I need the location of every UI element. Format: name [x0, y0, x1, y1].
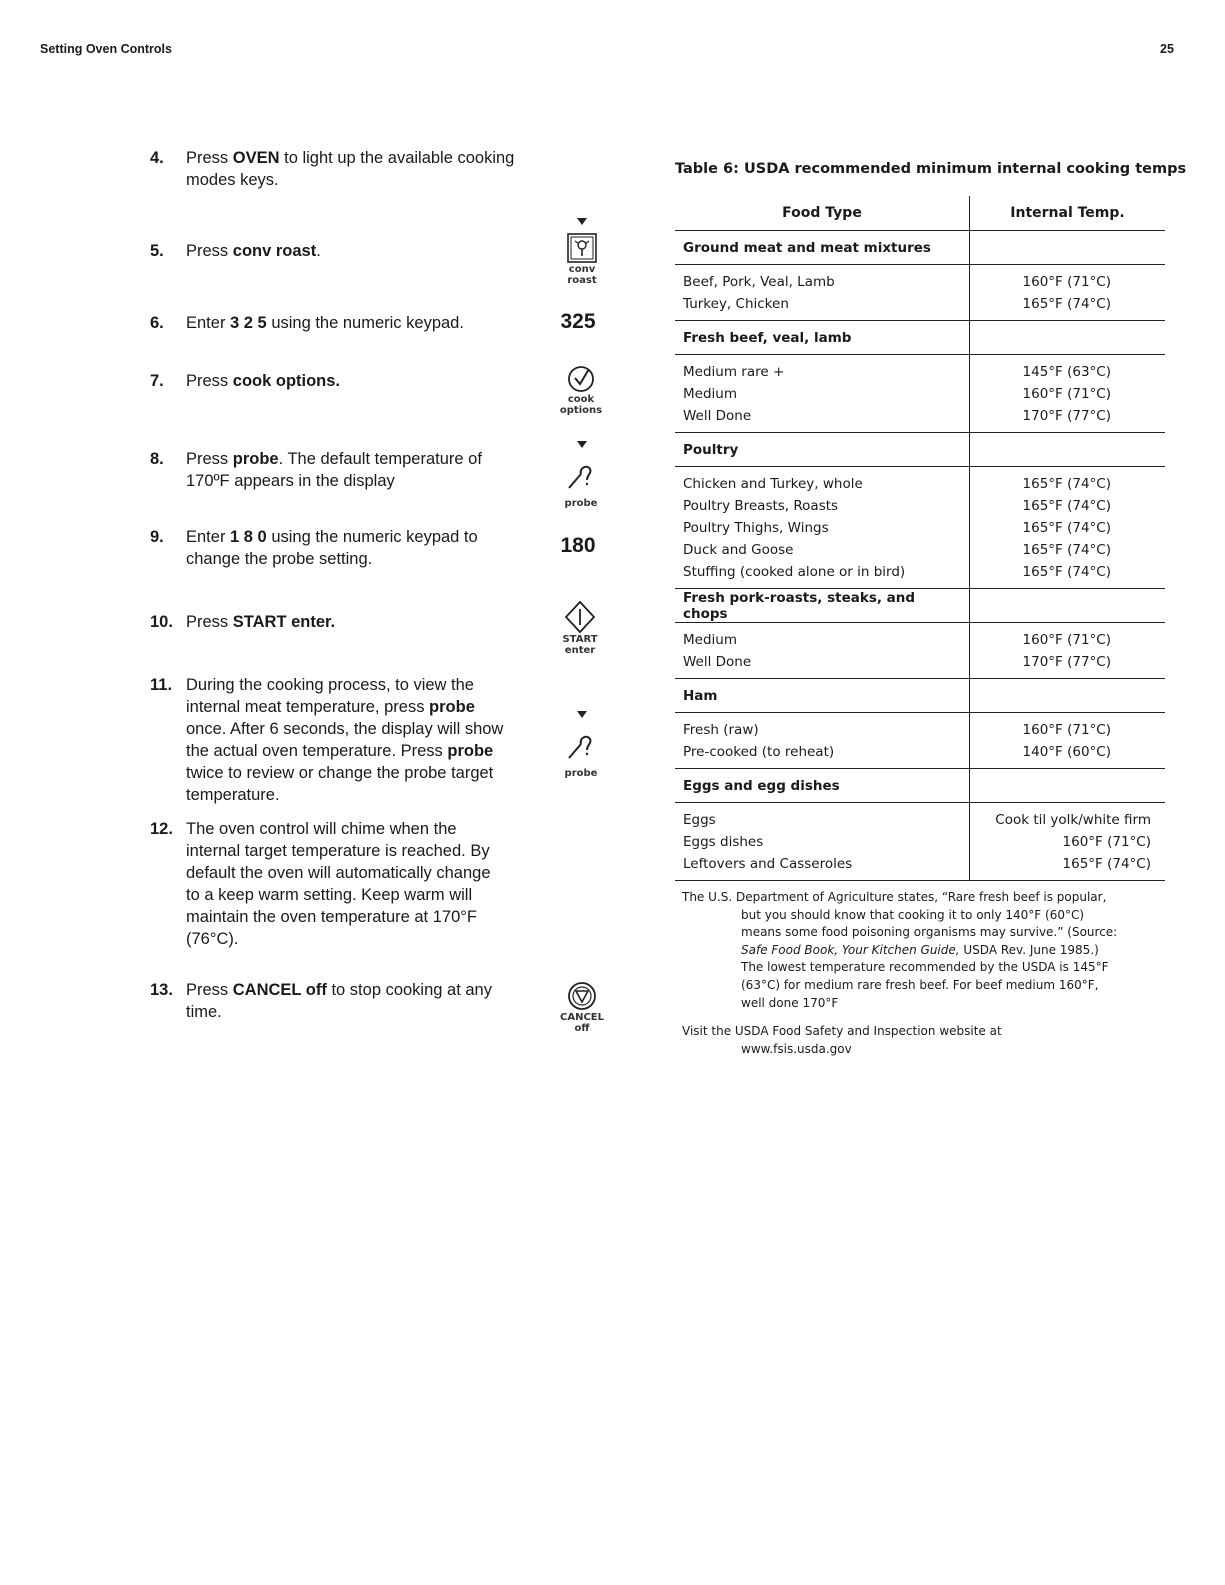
keypad-entry-325: 325 [560, 310, 596, 333]
step-number: 5. [150, 242, 164, 260]
internal-temp: 160°F (71°C) [1022, 274, 1111, 290]
food-type: Medium [683, 386, 737, 402]
food-type: Fresh (raw) [683, 722, 759, 738]
key-label: CANCEL [560, 1012, 604, 1023]
column-header-internal-temp: Internal Temp. [970, 196, 1166, 231]
table-section-row [675, 231, 1165, 265]
column-header-food-type: Food Type [675, 196, 970, 231]
table-section-row [675, 589, 1165, 623]
table-section-row [675, 433, 1165, 467]
temp-cell [970, 355, 1166, 433]
internal-temp: 165°F (74°C) [1022, 564, 1111, 580]
internal-temp: 160°F (71°C) [1022, 386, 1111, 402]
food-type: Chicken and Turkey, whole [683, 476, 863, 492]
table-header-row [675, 196, 1165, 231]
table-row [675, 803, 1165, 881]
step-number: 4. [150, 149, 164, 167]
step-number: 7. [150, 372, 164, 390]
food-type: Stuffing (cooked alone or in bird) [683, 564, 906, 580]
section-name: Ham [675, 679, 970, 713]
step-text: Press conv roast. [186, 242, 321, 260]
internal-temp: 165°F (74°C) [1062, 856, 1151, 872]
internal-temp: 160°F (71°C) [1062, 834, 1151, 850]
section-temp-empty [970, 321, 1166, 355]
food-type: Eggs dishes [683, 834, 764, 850]
internal-temp: 160°F (71°C) [1022, 632, 1111, 648]
table-row [675, 623, 1165, 679]
step-text: Press cook options. [186, 372, 341, 390]
step-text: The oven control will chime when the internal target temperature is reached. By default the oven will automatically change to a keep warm setting. Keep warm will maintain the oven temperature at 170°F (76°C). [186, 820, 491, 948]
internal-temp: Cook til yolk/white firm [995, 812, 1151, 828]
food-type: Turkey, Chicken [683, 296, 789, 312]
section-temp-empty [970, 231, 1166, 265]
key-label: roast [567, 275, 597, 286]
food-type: Well Done [683, 408, 752, 424]
food-type: Poultry Breasts, Roasts [683, 498, 839, 514]
food-type-cell [675, 713, 970, 769]
section-name: Ground meat and meat mixtures [675, 231, 970, 265]
key-label: conv [568, 264, 596, 275]
start-diamond-icon [564, 600, 596, 634]
down-arrow-icon [577, 441, 587, 448]
table-section-row [675, 321, 1165, 355]
key-label: options [559, 405, 603, 416]
section-name: Fresh beef, veal, lamb [675, 321, 970, 355]
step-number: 11. [150, 676, 173, 694]
table-row [675, 713, 1165, 769]
step-text: Press probe. The default temperature of 170ºF appears in the display [186, 450, 482, 490]
internal-temp: 165°F (74°C) [1022, 476, 1111, 492]
probe-key [551, 460, 611, 509]
down-arrow-icon [577, 711, 587, 718]
page-number: 25 [1160, 42, 1174, 56]
internal-temp: 165°F (74°C) [1022, 542, 1111, 558]
start-enter-key [550, 600, 610, 656]
step-number: 12. [150, 820, 173, 838]
table-row [675, 355, 1165, 433]
step-text: Press CANCEL off to stop cooking at any time. [186, 981, 492, 1021]
step-text: During the cooking process, to view the internal meat temperature, press probe once. After 6 seconds, the display will show the actual oven temperature. Press probe twice to review or change the probe target temperature. [186, 676, 504, 804]
cancel-off-key [552, 980, 612, 1034]
cooking-temps-table [675, 196, 1165, 881]
section-temp-empty [970, 433, 1166, 467]
key-label: off [574, 1023, 590, 1034]
note-line: The U.S. Department of Agriculture states, “Rare fresh beef is popular, [682, 890, 1107, 904]
food-type: Well Done [683, 654, 752, 670]
step-number: 10. [150, 613, 173, 631]
food-type-cell [675, 467, 970, 589]
step-number: 9. [150, 528, 164, 546]
step-text: Press START enter. [186, 613, 336, 631]
cook-options-key [551, 364, 611, 416]
food-type: Medium rare + [683, 364, 785, 380]
food-type-cell [675, 623, 970, 679]
step-number: 8. [150, 450, 164, 468]
internal-temp: 140°F (60°C) [1022, 744, 1111, 760]
step-text: Press OVEN to light up the available cooking modes keys. [186, 149, 515, 189]
food-type: Leftovers and Casseroles [683, 856, 853, 872]
conv-roast-icon [566, 232, 598, 264]
section-name: Eggs and egg dishes [675, 769, 970, 803]
cancel-icon [566, 980, 598, 1012]
table-section-row [675, 679, 1165, 713]
temp-cell [970, 713, 1166, 769]
section-temp-empty [970, 589, 1166, 623]
step-text: Enter 3 2 5 using the numeric keypad. [186, 314, 464, 332]
food-type: Eggs [683, 812, 716, 828]
table-row [675, 467, 1165, 589]
food-type-cell [675, 265, 970, 321]
temp-cell [970, 803, 1166, 881]
internal-temp: 170°F (77°C) [1022, 654, 1111, 670]
key-label: probe [564, 498, 598, 509]
keypad-entry-180: 180 [560, 534, 596, 557]
probe-icon [565, 460, 597, 492]
internal-temp: 165°F (74°C) [1022, 498, 1111, 514]
section-name: Fresh pork-roasts, steaks, and chops [675, 589, 970, 623]
internal-temp: 165°F (74°C) [1022, 520, 1111, 536]
food-type: Duck and Goose [683, 542, 794, 558]
key-label: enter [564, 645, 596, 656]
step-text: Enter 1 8 0 using the numeric keypad to change the probe setting. [186, 528, 478, 568]
food-type: Poultry Thighs, Wings [683, 520, 829, 536]
down-arrow-icon [577, 218, 587, 225]
key-label: START [562, 634, 598, 645]
probe-icon [565, 730, 597, 762]
food-type: Medium [683, 632, 737, 648]
internal-temp: 145°F (63°C) [1022, 364, 1111, 380]
food-type-cell [675, 803, 970, 881]
step-number: 13. [150, 981, 173, 999]
key-label: cook [567, 394, 595, 405]
probe-key [551, 730, 611, 779]
table-row [675, 265, 1165, 321]
key-label: probe [564, 768, 598, 779]
food-type: Pre-cooked (to reheat) [683, 744, 835, 760]
internal-temp: 165°F (74°C) [1022, 296, 1111, 312]
section-temp-empty [970, 769, 1166, 803]
section-name: Poultry [675, 433, 970, 467]
checkmark-circle-icon [566, 364, 596, 394]
temp-cell [970, 623, 1166, 679]
internal-temp: 160°F (71°C) [1022, 722, 1111, 738]
usda-note [682, 889, 1122, 1012]
temp-cell [970, 265, 1166, 321]
food-type-cell [675, 355, 970, 433]
note-text: but you should know that cooking it to only 140°F (60°C) means some food poisoning organisms may survive.” (Source: Safe Food Book, Your Kitchen Guide, USDA Rev. June 1985.) The lowest temperature recommended by the USDA is 145°F (63°C) for medium rare fresh beef. For beef medium 160°F, well done 170°F [741, 907, 1118, 1010]
temp-cell [970, 467, 1166, 589]
section-title: Setting Oven Controls [40, 42, 172, 56]
section-temp-empty [970, 679, 1166, 713]
table-section-row [675, 769, 1165, 803]
conv-roast-key [552, 232, 612, 286]
internal-temp: 170°F (77°C) [1022, 408, 1111, 424]
usda-website-link: www.fsis.usda.gov [741, 1041, 852, 1056]
step-number: 6. [150, 314, 164, 332]
table-title: Table 6: USDA recommended minimum internal cooking temps [675, 161, 1187, 177]
usda-website-note [682, 1023, 1122, 1058]
note-line: Visit the USDA Food Safety and Inspection website at [682, 1024, 1002, 1038]
food-type: Beef, Pork, Veal, Lamb [683, 274, 835, 290]
